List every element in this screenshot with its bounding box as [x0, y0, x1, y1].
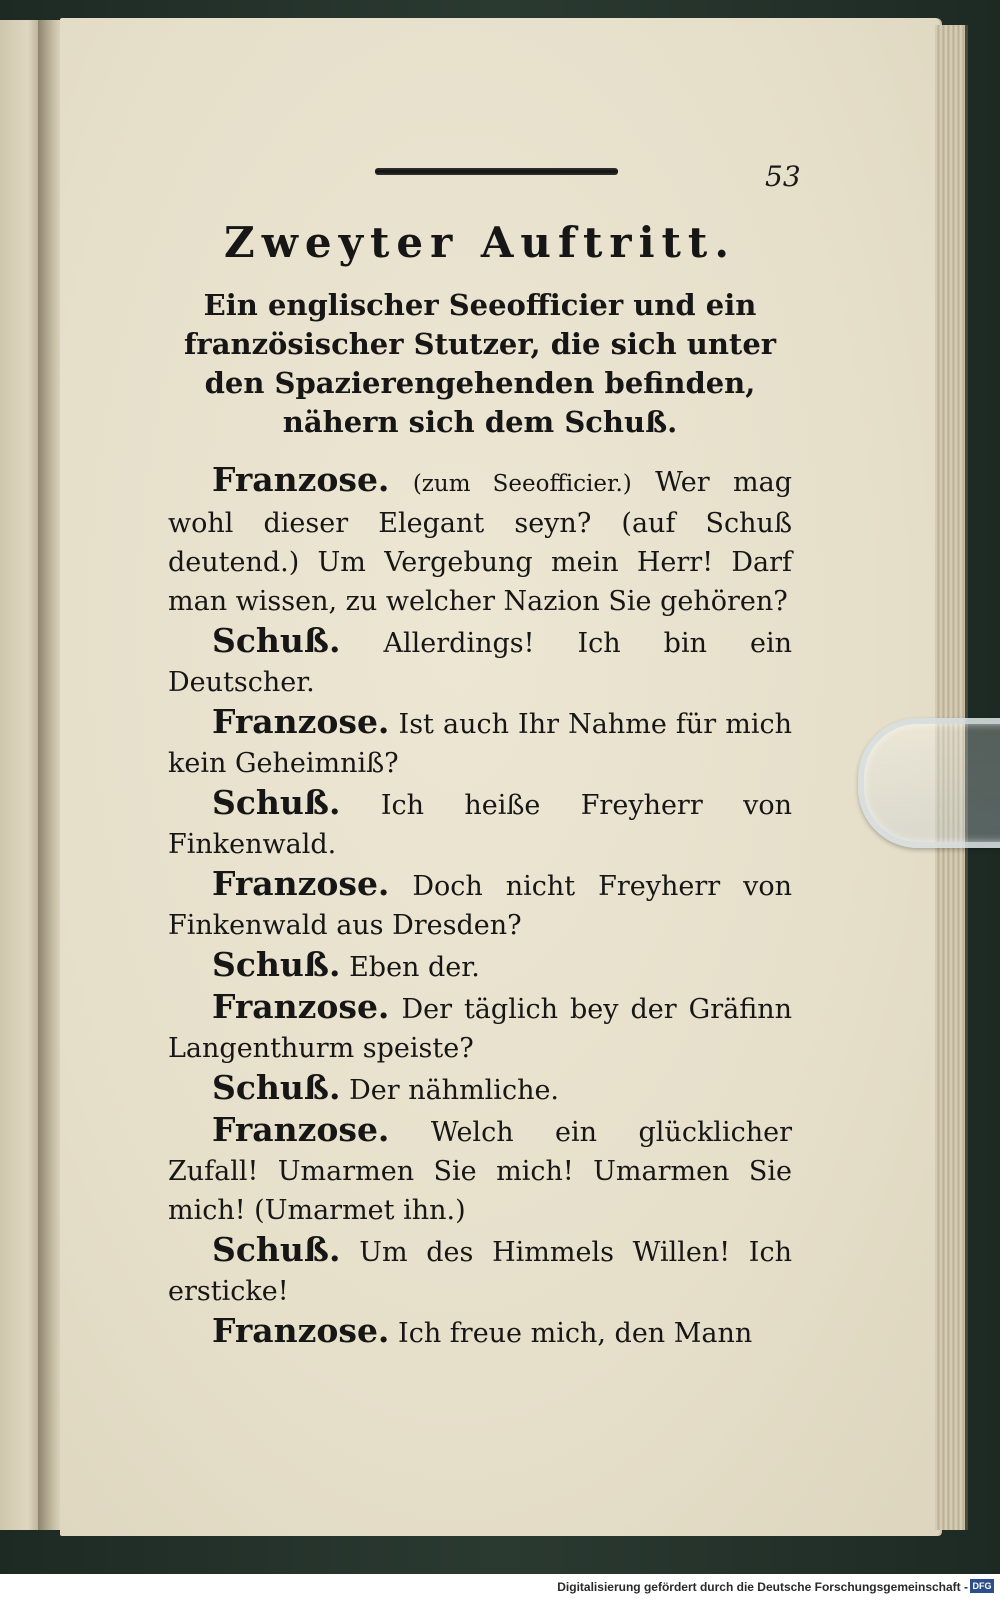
dialogue-line	[168, 864, 792, 945]
speech-text: Ich freue mich, den Mann	[398, 1318, 753, 1349]
speaker-name: Franzose.	[212, 864, 390, 903]
dfg-logo: DFG	[970, 1579, 994, 1593]
dialogue-line	[168, 945, 792, 987]
speaker-name: Franzose.	[212, 1110, 390, 1149]
speech-text: Welch ein glücklicher Zufall! Umarmen Sie mich! Umarmen Sie mich! (Umarmet ihn.)	[168, 1117, 792, 1226]
page-text	[168, 210, 792, 1353]
speech-text: Wer mag wohl dieser Elegant seyn? (auf Schuß deutend.) Um Vergebung mein Herr! Darf man wissen, zu welcher Nazion Sie gehören?	[168, 467, 792, 617]
speech-text: Allerdings! Ich bin ein Deutscher.	[168, 628, 793, 698]
speaker-name: Schuß.	[212, 783, 341, 822]
speaker-name: Franzose.	[212, 1311, 390, 1350]
paper-clip	[858, 718, 1000, 848]
speech-text: Eben der.	[349, 952, 480, 983]
speech-text: Der täglich bey der Gräfinn Langenthurm speiste?	[168, 994, 792, 1064]
speaker-name: Schuß.	[212, 945, 341, 984]
dialogue-line	[168, 1311, 792, 1353]
stage-direction: Ein englischer Seeofficier und ein französischer Stutzer, die sich unter den Spazierengehenden befinden, nähern sich dem Schuß.	[183, 288, 777, 439]
dialogue-line	[168, 987, 792, 1068]
dialogue-line	[168, 783, 792, 864]
speech-text: Ich heiße Freyherr von Finkenwald.	[168, 790, 792, 860]
dialogue-line	[168, 460, 792, 621]
speaker-name: Franzose.	[212, 702, 390, 741]
dialogue-line	[168, 702, 792, 783]
speech-text: Doch nicht Freyherr von Finkenwald aus Dresden?	[168, 871, 792, 941]
dialogue-line	[168, 621, 792, 702]
speaker-name: Schuß.	[212, 1068, 341, 1107]
speech-text: Der nähmliche.	[349, 1075, 560, 1106]
stage-note: (zum Seeofficier.)	[412, 471, 632, 497]
dialogue-line	[168, 1230, 792, 1311]
speaker-name: Franzose.	[212, 460, 390, 499]
speech-text: Ist auch Ihr Nahme für mich kein Geheimniß?	[168, 709, 792, 779]
speaker-name: Schuß.	[212, 621, 341, 660]
page-number: 53	[765, 160, 801, 193]
speaker-name: Franzose.	[212, 987, 390, 1026]
dialogue-line	[168, 1068, 792, 1110]
speech-text: Um des Himmels Willen! Ich ersticke!	[168, 1237, 792, 1307]
footer-credit: Digitalisierung gefördert durch die Deutsche Forschungsgemeinschaft -	[557, 1580, 968, 1594]
speaker-name: Schuß.	[212, 1230, 341, 1269]
scene-title: Zweyter Auftritt.	[224, 218, 736, 267]
facing-page-edge	[0, 20, 42, 1530]
header-rule	[375, 168, 618, 175]
dialogue-line	[168, 1110, 792, 1230]
